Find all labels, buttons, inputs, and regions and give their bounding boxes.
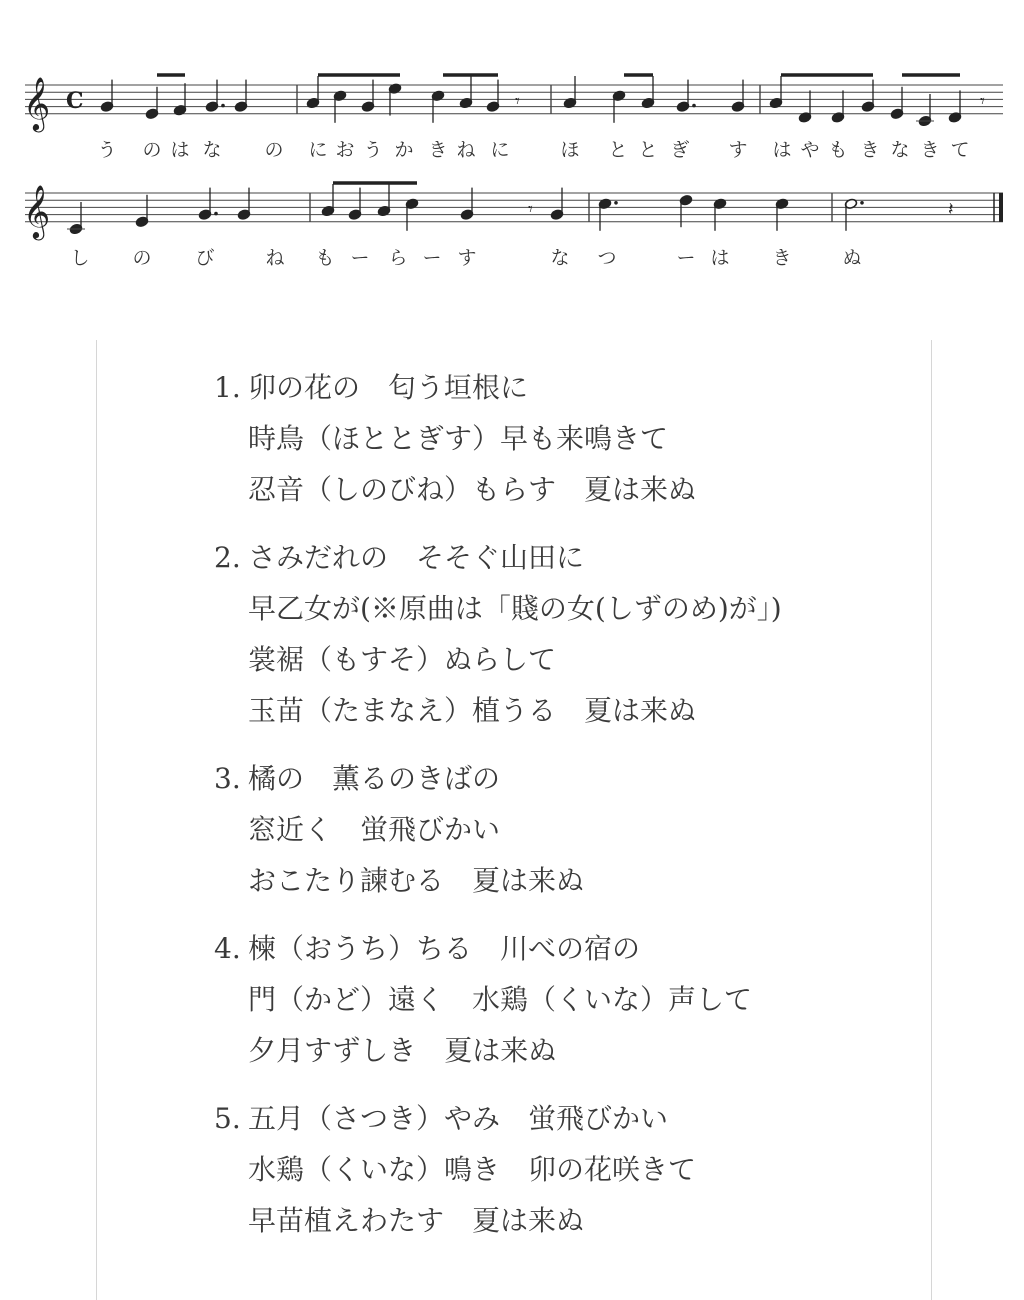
note-dot <box>214 212 218 216</box>
verse-text: さみだれの そそぐ山田に <box>248 541 585 574</box>
rest-icon: 𝄾 <box>515 91 520 112</box>
verse-5 <box>214 1093 894 1246</box>
verse-line <box>214 1195 894 1246</box>
lyric-syllable: き <box>772 247 792 269</box>
sheet-music <box>0 50 1024 290</box>
verse-line <box>214 855 894 906</box>
lyric-syllable: ぎ <box>670 139 690 161</box>
lyric-syllable: と <box>638 139 658 161</box>
verse-number: 3. <box>214 762 241 795</box>
time-signature: C <box>66 88 84 114</box>
verse-text: 橘の 薫るのきばの <box>248 762 501 795</box>
verse-1 <box>214 362 894 515</box>
lyric-syllable: き <box>920 139 940 161</box>
lyric-syllable: な <box>890 139 910 161</box>
verse-4 <box>214 923 894 1076</box>
lyric-syllable: ぬ <box>842 247 862 269</box>
note-dot <box>614 201 618 205</box>
verse-text: 夕月すずしき 夏は来ぬ <box>248 1034 557 1067</box>
lyric-syllable: ー <box>422 247 442 269</box>
lyrics-row-1 <box>97 139 969 161</box>
lyric-syllable: ね <box>265 247 285 269</box>
note-dot <box>221 104 225 108</box>
lyric-syllable: も <box>828 139 848 161</box>
lyric-syllable: す <box>728 139 748 161</box>
verse-3 <box>214 753 894 906</box>
lyric-syllable: き <box>428 139 448 161</box>
lyric-syllable: つ <box>597 247 617 269</box>
verse-text: 五月（さつき）やみ 蛍飛びかい <box>248 1102 669 1135</box>
verse-line <box>214 634 894 685</box>
verse-line <box>214 583 894 634</box>
treble-clef-icon: 𝄞 <box>23 184 51 238</box>
verse-text: 門（かど）遠く 水鶏（くいな）声して <box>248 983 753 1016</box>
verse-line <box>214 974 894 1025</box>
lyric-syllable: し <box>70 247 90 269</box>
verse-text: 早苗植えわたす 夏は来ぬ <box>248 1204 585 1237</box>
lyrics-row-2 <box>70 247 861 269</box>
note-dot <box>692 104 696 108</box>
verse-2 <box>214 532 894 736</box>
lyric-syllable: や <box>800 139 820 161</box>
lyric-syllable: は <box>710 247 730 269</box>
lyric-syllable: ー <box>350 247 370 269</box>
lyric-syllable: の <box>142 139 162 161</box>
verse-number: 2. <box>214 541 241 574</box>
lyric-syllable: て <box>950 139 970 161</box>
verse-list <box>214 362 894 1263</box>
final-bar-line <box>999 193 1003 222</box>
lyric-syllable: ほ <box>560 139 580 161</box>
note-dot <box>860 201 864 205</box>
treble-clef-icon: 𝄞 <box>23 76 51 130</box>
verse-number: 1. <box>214 371 241 404</box>
verse-line <box>214 804 894 855</box>
lyric-syllable: の <box>132 247 152 269</box>
lyric-syllable: び <box>195 247 215 269</box>
verse-text: 水鶏（くいな）鳴き 卯の花咲きて <box>248 1153 697 1186</box>
verse-text: 時鳥（ほととぎす）早も来鳴きて <box>248 422 669 455</box>
verse-line <box>214 464 894 515</box>
verse-text: 卯の花の 匂う垣根に <box>248 371 529 404</box>
rest-icon: 𝄾 <box>980 91 985 112</box>
verse-text: 早乙女が(※原曲は「賤の女(しずのめ)が」) <box>248 592 782 625</box>
lyric-syllable: に <box>308 139 328 161</box>
lyric-syllable: ら <box>388 247 408 269</box>
verse-line <box>214 1025 894 1076</box>
verse-line <box>214 1093 894 1144</box>
verse-line <box>214 413 894 464</box>
verse-line <box>214 923 894 974</box>
rest-icon: 𝄽 <box>948 199 954 220</box>
verse-line <box>214 532 894 583</box>
lyric-syllable: は <box>772 139 792 161</box>
verse-text: 忍音（しのびね）もらす 夏は来ぬ <box>248 473 697 506</box>
verse-text: 楝（おうち）ちる 川べの宿の <box>248 932 641 965</box>
lyric-syllable: ー <box>676 247 696 269</box>
lyric-syllable: う <box>97 139 117 161</box>
lyric-syllable: は <box>170 139 190 161</box>
lyric-syllable: か <box>394 139 414 161</box>
verse-line <box>214 362 894 413</box>
verse-line <box>214 753 894 804</box>
verse-number: 4. <box>214 932 241 965</box>
lyric-syllable: う <box>363 139 383 161</box>
lyric-syllable: と <box>608 139 628 161</box>
verse-number: 5. <box>214 1102 241 1135</box>
verse-line <box>214 1144 894 1195</box>
verse-line <box>214 685 894 736</box>
lyric-syllable: き <box>860 139 880 161</box>
lyric-syllable: な <box>202 139 222 161</box>
lyric-syllable: も <box>315 247 335 269</box>
verse-text: 玉苗（たまなえ）植うる 夏は来ぬ <box>248 694 697 727</box>
lyric-syllable: の <box>264 139 284 161</box>
verse-text: 裳裾（もすそ）ぬらして <box>248 643 557 676</box>
lyric-syllable: な <box>550 247 570 269</box>
verse-text: 窓近く 蛍飛びかい <box>248 813 501 846</box>
verse-text: おこたり諫むる 夏は来ぬ <box>248 864 585 897</box>
lyric-syllable: ね <box>456 139 476 161</box>
lyric-syllable: お <box>335 139 355 161</box>
lyric-syllable: に <box>490 139 510 161</box>
rest-icon: 𝄾 <box>528 199 533 220</box>
lyric-syllable: す <box>457 247 477 269</box>
